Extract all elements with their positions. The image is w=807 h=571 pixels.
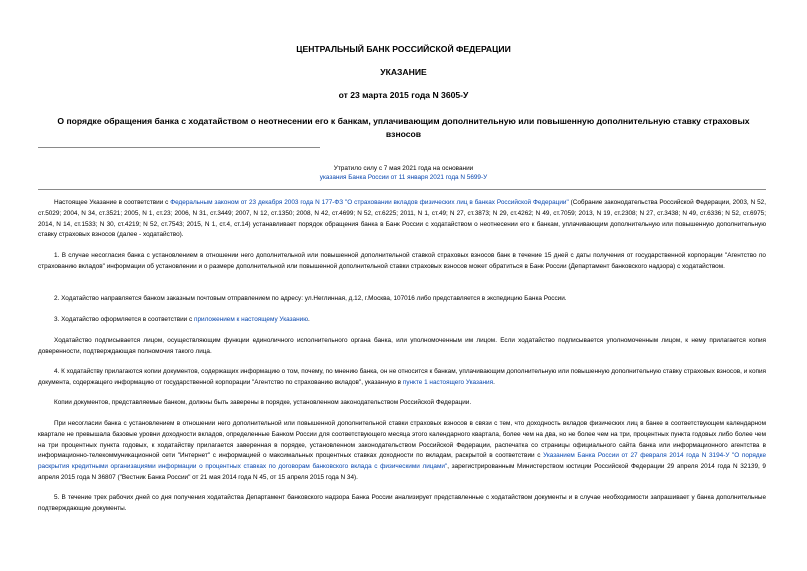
document-title: О порядке обращения банка с ходатайством о неотнесении его к банкам, уплачивающим дополнительную или повышенную дополнительную ставку страховых взносов bbox=[57, 116, 750, 139]
paragraph-intro bbox=[38, 198, 766, 241]
paragraph-disagreement bbox=[38, 419, 766, 484]
item-1-link[interactable]: пункте 1 настоящего Указания bbox=[402, 378, 494, 386]
paragraph-item-3 bbox=[38, 315, 766, 326]
paragraph-text: Настоящее Указание в соответствии с bbox=[54, 199, 171, 206]
paragraph-item-1: 1. В случае несогласия банка с установлением в отношении него дополнительной или повышенной дополнительной ставкой страховых взносов банк в течение 15 дней с даты получения от государственной корпорации "Агентство по страхованию вкладов" информации об установлении и о размере дополнительной или повышенной дополнительной ставки страховых взносов может обратиться в Банк России (Департамент банковского надзора) с ходатайством. bbox=[38, 252, 766, 270]
paragraph-copies: Копии документов, представляемые банком, должны быть заверены в порядке, установленном законодательством Российской Федерации. bbox=[54, 399, 472, 406]
paragraph-text: . bbox=[307, 316, 310, 323]
document-type-heading: УКАЗАНИЕ bbox=[380, 67, 427, 77]
repeal-document-link[interactable]: указания Банка России от 11 января 2021 года N 5699-У bbox=[319, 174, 488, 181]
paragraph-text: 4. К ходатайству прилагаются копии документов, содержащих информацию о том, почему, по мнению банка, он не относится к банкам, уплачивающим дополнительную или повышенную дополнительную ставку страховых взносов, и копия документа, содержащего информацию от государственной корпорации "Агентство по страхованию вкладов", указанную в bbox=[38, 368, 766, 386]
federal-law-177-link[interactable]: Федеральным законом от 23 декабря 2003 года N 177-ФЗ "О страховании вкладов физических лиц в банках Российской Федерации" bbox=[170, 199, 569, 206]
paragraph-text: . bbox=[493, 378, 495, 386]
paragraph-text: (Собрание законодательства Российской Федерации, 2003, N 52, ст.5029; 2004, N 34, ст.3521; 2005, N 1, ст.23; 2006, N 31, ст.3449; 2007, N 12, ст.1350; 2008, N 42, ст.4699; N 52, ст.6225; 2011, N 1, ст.49; N 27, ст.3873; N 29, ст.4262; N 49, ст.7059; 2013, N 19, ст.2308; N 27, ст.3438; N 49, ст.6336; N 52, ст.6975; 2014, N 14, ст.1533; N 30, ст.4219; N 52, ст.7543; 2015, N 1, ст.4, ст.14) устанавливает порядок обращения банка в Банк России с ходатайством о неотнесении его к банкам, уплачивающим дополнительную или повышенную дополнительную ставку страховых взносов (далее - ходатайство). bbox=[38, 199, 766, 239]
bank-name-heading: ЦЕНТРАЛЬНЫЙ БАНК РОССИЙСКОЙ ФЕДЕРАЦИИ bbox=[296, 44, 511, 54]
paragraph-text: , зарегистрированным Министерством юстиции Российской Федерации 29 апреля 2014 года N 32139, 9 апреля 2015 года N 36807 ("Вестник Банка России" от 21 мая 2014 года N 45, от 15 апреля 2015 года N 34). bbox=[38, 463, 766, 481]
paragraph-item-4 bbox=[38, 367, 766, 389]
paragraph-item-5: 5. В течение трех рабочих дней со дня получения ходатайства Департамент банковского надзора Банка России анализирует представленные с ходатайством документы и в случае необходимости запрашивает у банка дополнительные подтверждающие документы. bbox=[38, 494, 766, 512]
paragraph-item-2: 2. Ходатайство направляется банком заказным почтовым отправлением по адресу: ул.Неглинная, д.12, г.Москва, 107016 либо представляется в экспедицию Банка России. bbox=[54, 295, 567, 302]
appendix-link[interactable]: приложением к настоящему Указанию bbox=[194, 316, 308, 323]
paragraph-text: При несогласии банка с установлением в отношении него дополнительной или повышенной дополнительной ставки страховых взносов в связи с тем, что доходность вкладов физических лиц в банке в соответствующем календарном квартале не превышала базовые уровни доходности вкладов, определенные Банком России для соответствующего месяца этого календарного квартала, более чем на два, но не более чем на три, процентных пункта годовых либо более чем на три процентных пункта годовых, к ходатайству прилагается заверенная в порядке, установленном законодательством Российской Федерации, распечатка со страницы официального сайта банка или информационного агентства в информационно-телекоммуникационной сети "Интернет" с информацией о максимальных процентных ставках доходности по вкладам, раскрытой в соответствии с bbox=[38, 420, 766, 460]
status-link-line bbox=[0, 173, 807, 182]
paragraph-text: 3. Ходатайство оформляется в соответствии с bbox=[54, 316, 194, 323]
document-date-number: от 23 марта 2015 года N 3605-У bbox=[338, 90, 469, 100]
title-divider bbox=[38, 147, 320, 148]
directive-3194-link[interactable]: Указанием Банка России от 27 февраля 2014 года N 3194-У "О порядке раскрытия кредитными организациями информации о процентных ставках по договорам банковского вклада с физическими лицами" bbox=[38, 452, 767, 471]
status-divider bbox=[38, 189, 766, 190]
status-note: Утратило силу с 7 мая 2021 года на основании bbox=[333, 165, 474, 172]
paragraph-signature: Ходатайство подписывается лицом, осуществляющим функции единоличного исполнительного органа банка, или уполномоченным им лицом. Если ходатайство подписывается уполномоченным лицом, к нему прилагается копия доверенности, подтверждающая полномочия такого лица. bbox=[38, 337, 766, 355]
